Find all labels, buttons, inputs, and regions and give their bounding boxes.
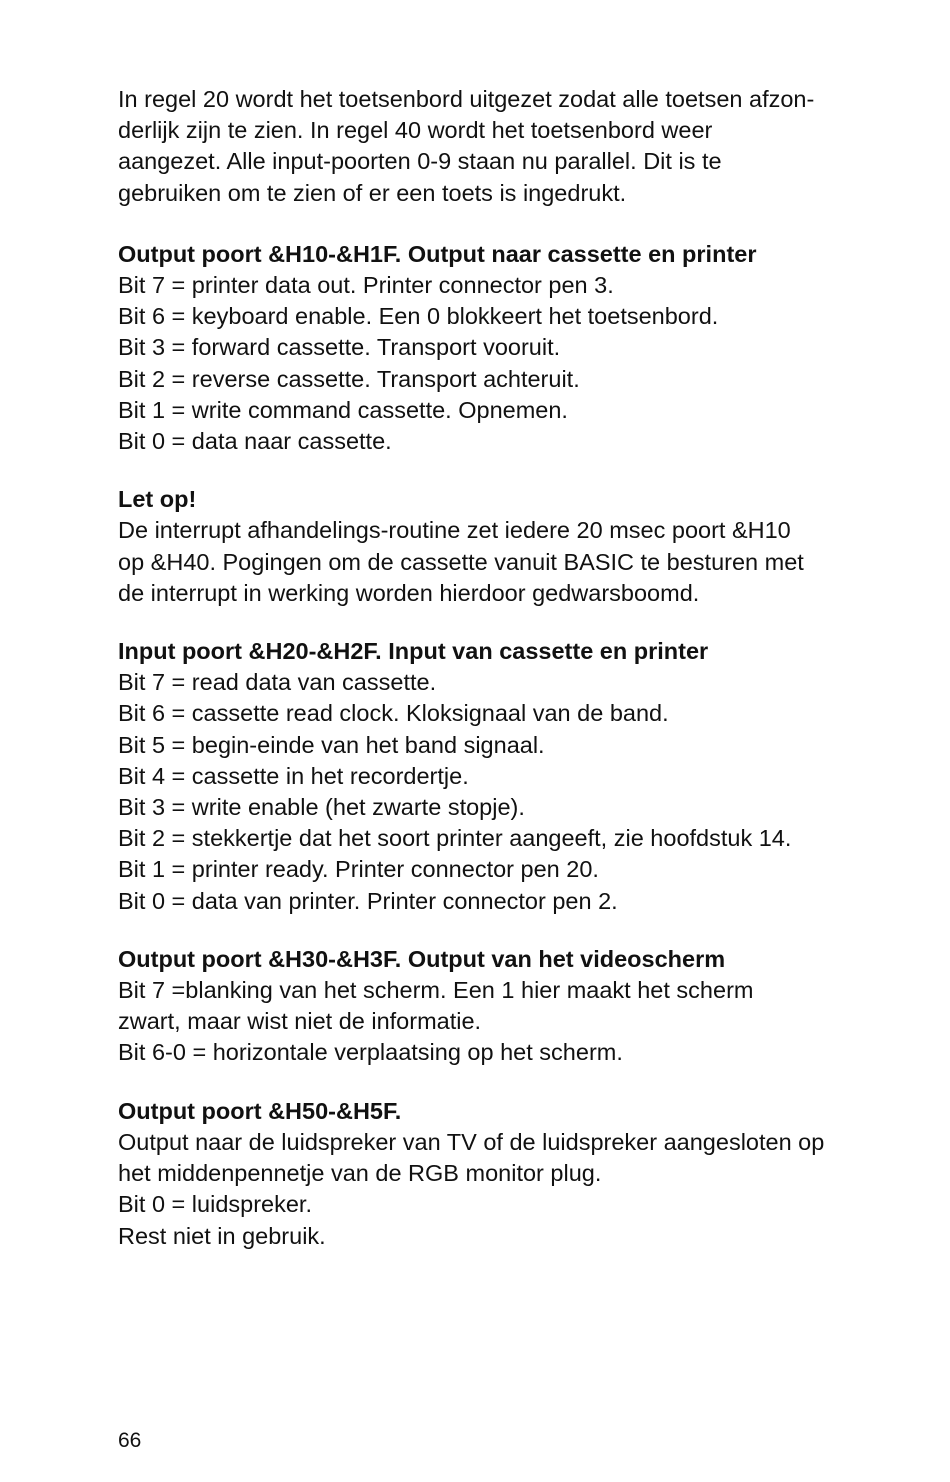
bit-line: Bit 7 = printer data out. Printer connector pen 3. [118, 272, 614, 299]
bit-line: Bit 1 = printer ready. Printer connector pen 20. [118, 856, 599, 883]
bit-line: Bit 0 = data naar cassette. [118, 428, 392, 455]
bit-line: Bit 2 = reverse cassette. Transport achteruit. [118, 365, 580, 392]
bit-line: Bit 1 = write command cassette. Opnemen. [118, 396, 568, 423]
bit-line: Bit 5 = begin-einde van het band signaal. [118, 731, 545, 758]
intro-paragraph [118, 84, 940, 209]
section-heading: Input poort &H20-&H2F. Input van cassette en printer [118, 638, 709, 665]
note-block [118, 484, 940, 609]
section-output-h50 [118, 1096, 940, 1252]
note-line: De interrupt afhandelings-routine zet iedere 20 msec poort &H10 [118, 517, 791, 544]
bit-line: Bit 7 =blanking van het scherm. Een 1 hier maakt het scherm [118, 977, 754, 1004]
intro-line: derlijk zijn te zien. In regel 40 wordt het toetsenbord weer [118, 117, 713, 144]
bit-line: Bit 2 = stekkertje dat het soort printer aangeeft, zie hoofdstuk 14. [118, 825, 792, 852]
section-heading: Output poort &H30-&H3F. Output van het videoscherm [118, 945, 726, 972]
section-heading: Output poort &H50-&H5F. [118, 1097, 402, 1124]
note-line: op &H40. Pogingen om de cassette vanuit BASIC te besturen met [118, 548, 804, 575]
bit-line: Bit 6 = cassette read clock. Kloksignaal van de band. [118, 700, 669, 727]
section-output-h10 [118, 239, 940, 457]
note-line: de interrupt in werking worden hierdoor gedwarsboomd. [118, 579, 700, 606]
page-content [118, 84, 940, 1252]
page-number: 66 [118, 1429, 142, 1452]
section-input-h20 [118, 636, 940, 917]
bit-line: Bit 6 = keyboard enable. Een 0 blokkeert het toetsenbord. [118, 303, 719, 330]
body-line: Rest niet in gebruik. [118, 1222, 326, 1249]
bit-line: Bit 3 = forward cassette. Transport vooruit. [118, 334, 561, 361]
body-line: het middenpennetje van de RGB monitor plug. [118, 1160, 602, 1187]
bit-line: Bit 6-0 = horizontale verplaatsing op het scherm. [118, 1039, 623, 1066]
intro-line: aangezet. Alle input-poorten 0-9 staan nu parallel. Dit is te [118, 148, 722, 175]
bit-line: Bit 0 = luidspreker. [118, 1191, 312, 1218]
bit-line: Bit 0 = data van printer. Printer connector pen 2. [118, 887, 618, 914]
bit-line: Bit 4 = cassette in het recordertje. [118, 762, 469, 789]
bit-line: Bit 7 = read data van cassette. [118, 669, 437, 696]
note-heading: Let op! [118, 486, 197, 513]
body-line: Output naar de luidspreker van TV of de luidspreker aangesloten op [118, 1128, 825, 1155]
section-heading: Output poort &H10-&H1F. Output naar cassette en printer [118, 240, 757, 267]
bit-line: zwart, maar wist niet de informatie. [118, 1008, 482, 1035]
bit-line: Bit 3 = write enable (het zwarte stopje). [118, 794, 525, 821]
intro-line: gebruiken om te zien of er een toets is ingedrukt. [118, 179, 627, 206]
section-output-h30 [118, 944, 940, 1069]
intro-line: In regel 20 wordt het toetsenbord uitgezet zodat alle toetsen afzon- [118, 86, 815, 112]
